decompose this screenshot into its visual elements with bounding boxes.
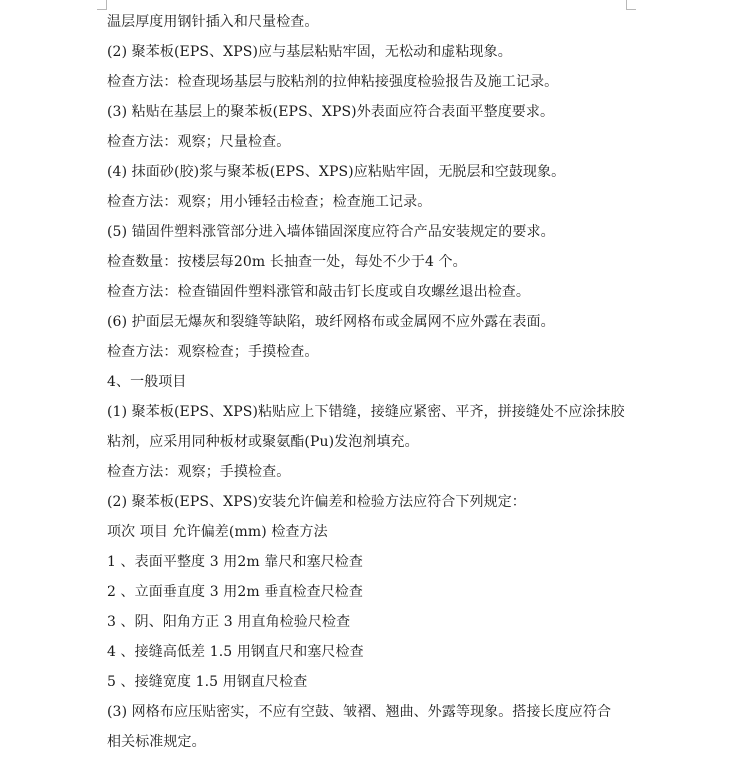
- body-text-line: 检查方法：检查现场基层与胶粘剂的拉伸粘接强度检验报告及施工记录。: [107, 74, 559, 90]
- body-text-line: 相关标准规定。: [107, 734, 206, 750]
- tolerance-table-row: 2 、立面垂直度 3 用2m 垂直检查尺检查: [107, 584, 363, 600]
- body-text-line: 检查方法：检查锚固件塑料涨管和敲击钉长度或自攻螺丝退出检查。: [107, 284, 530, 300]
- body-text-line: 检查方法：观察；尺量检查。: [107, 134, 291, 150]
- body-text-line: (1) 聚苯板(EPS、XPS)粘贴应上下错缝，接缝应紧密、平齐，拼接缝处不应涂抹胶: [107, 404, 625, 420]
- body-text-line: 温层厚度用钢针插入和尺量检查。: [107, 14, 319, 30]
- body-text-line: 检查数量：按楼层每20m 长抽查一处，每处不少于4 个。: [107, 254, 467, 270]
- tolerance-table-row: 5 、接缝宽度 1.5 用钢直尺检查: [107, 674, 308, 690]
- body-text-line: 粘剂，应采用同种板材或聚氨酯(Pu)发泡剂填充。: [107, 434, 419, 450]
- body-text-line: (3) 网格布应压贴密实，不应有空鼓、皱褶、翘曲、外露等现象。搭接长度应符合: [107, 704, 612, 720]
- body-text-line: (3) 粘贴在基层上的聚苯板(EPS、XPS)外表面应符合表面平整度要求。: [107, 104, 555, 120]
- body-text-line: (2) 聚苯板(EPS、XPS)安装允许偏差和检验方法应符合下列规定：: [107, 494, 526, 510]
- body-text-line: (4) 抹面砂(胶)浆与聚苯板(EPS、XPS)应粘贴牢固，无脱层和空鼓现象。: [107, 164, 566, 180]
- tolerance-table-row: 4 、接缝高低差 1.5 用钢直尺和塞尺检查: [107, 644, 364, 660]
- body-text-line: 检查方法：观察检查；手摸检查。: [107, 344, 319, 360]
- tolerance-table-row: 3 、阴、阳角方正 3 用直角检验尺检查: [107, 614, 351, 630]
- body-text-line: 检查方法：观察；手摸检查。: [107, 464, 291, 480]
- section-heading: 4、一般项目: [107, 374, 187, 390]
- tolerance-table-header: 项次 项目 允许偏差(mm) 检查方法: [107, 524, 328, 540]
- body-text-line: (2) 聚苯板(EPS、XPS)应与基层粘贴牢固，无松动和虚粘现象。: [107, 44, 512, 60]
- body-text-line: 检查方法：观察；用小锤轻击检查；检查施工记录。: [107, 194, 432, 210]
- document-body: [107, 7, 631, 757]
- body-text-line: (5) 锚固件塑料涨管部分进入墙体锚固深度应符合产品安装规定的要求。: [107, 224, 555, 240]
- body-text-line: (6) 护面层无爆灰和裂缝等缺陷，玻纤网格布或金属网不应外露在表面。: [107, 314, 555, 330]
- tolerance-table-row: 1 、表面平整度 3 用2m 靠尺和塞尺检查: [107, 554, 363, 570]
- margin-corner-mark-left: [97, 0, 107, 10]
